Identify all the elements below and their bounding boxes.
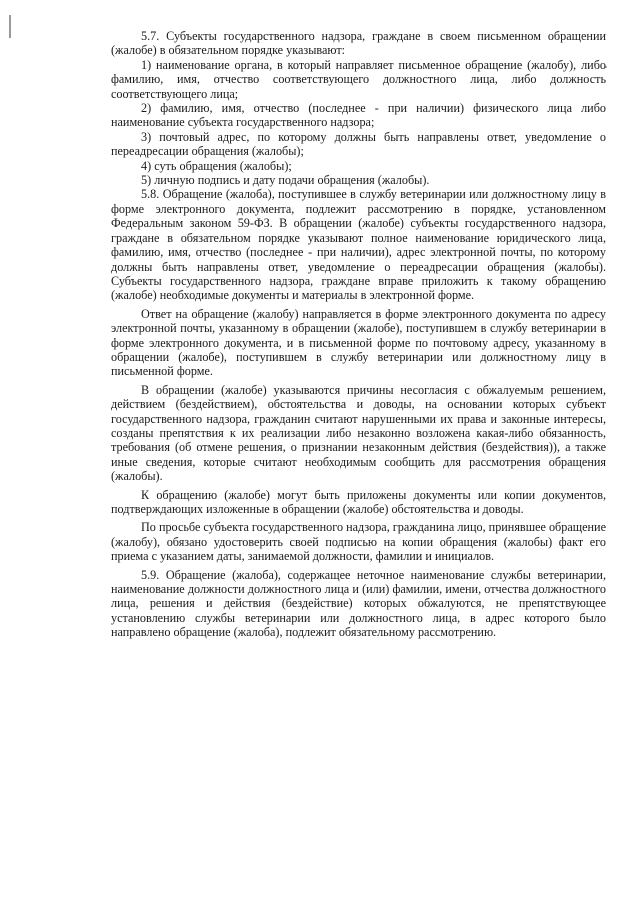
list-item-4: 4) суть обращения (жалобы); [141, 158, 292, 173]
paragraph-5-7: 5.7. Субъекты государственного надзора, граждане в своем письменном обращении (жалобе) в обязательном порядке указывают: [111, 29, 606, 58]
list-item-2: 2) фамилию, имя, отчество (последнее - при наличии) физического лица либо наименование субъекта государственного надзора; [111, 101, 606, 130]
list-item-5: 5) личную подпись и дату подачи обращения (жалобы). [141, 173, 430, 188]
scan-margin-mark [9, 15, 11, 38]
list-item-3: 3) почтовый адрес, по которому должны быть направлены ответ, уведомление о переадресации обращения (жалобы); [111, 129, 606, 159]
paragraph-response: Ответ на обращение (жалобу) направляется в форме электронного документа по адресу электронной почты, указанному в обращении (жалобе), поступившем в службу ветеринарии в форме электронного документа, и в письменной форме по почтовому адресу, указанному в обращении (жалобе), поступившем в службу ветеринарии или должностному лицу в письменной форме. [111, 306, 606, 379]
paragraph-reasons: В обращении (жалобе) указываются причины несогласия с обжалуемым решением, действием (бездействием), обстоятельства и доводы, на основании которых субъект государственного надзора, гражданин считают нарушенными их права и законные интересы, созданы препятствия к их реализации либо незаконно возложена какая-либо обязанность, требования (об отмене решения, о признании незаконным действия (бездействия)), а также иные сведения, которые считают необходимым сообщить для рассмотрения обращения (жалобы). [111, 382, 606, 484]
paragraph-attachments: К обращению (жалобе) могут быть приложены документы или копии документов, подтверждающих изложенные в обращении (жалобе) обстоятельства и доводы. [111, 487, 606, 516]
paragraph-5-8: 5.8. Обращение (жалоба), поступившее в службу ветеринарии или должностному лицу в форме электронного документа, подлежит рассмотрению в порядке, установленном Федеральным законом 59-ФЗ. В обращении (жалобе) субъекты государственного надзора, граждане в обязательном порядке указывают полное наименование юридического лица, фамилию, имя, отчество (последнее - при наличии), адрес электронной почты, по которому должны быть направлены ответ, уведомление о переадресации обращения (жалобы). Субъекты государственного надзора, граждане вправе приложить к такому обращению (жалобе) необходимые документы и материалы в электронной форме. [111, 187, 606, 303]
paragraph-5-9: 5.9. Обращение (жалоба), содержащее неточное наименование службы ветеринарии, наименование должности должностного лица и (или) фамилии, имени, отчества должностного лица, решения и действия (бездействие) которых обжалуются, не препятствующее установлению службы ветеринарии или должностного лица, в адрес которого было направлено обращение (жалоба), подлежит обязательному рассмотрению. [111, 567, 606, 640]
list-item-1: 1) наименование органа, в который направляет письменное обращение (жалобу), либо фамилию, имя, отчество соответствующего должностного лица, либо должность соответствующего лица; [111, 57, 606, 101]
document-body [111, 29, 606, 640]
paragraph-receipt-copy: По просьбе субъекта государственного надзора, гражданина лицо, принявшее обращение (жалобу), обязано удостоверить своей подписью на копии обращения (жалобы) факт его приема с указанием даты, занимаемой должности, фамилии и инициалов. [111, 520, 606, 564]
